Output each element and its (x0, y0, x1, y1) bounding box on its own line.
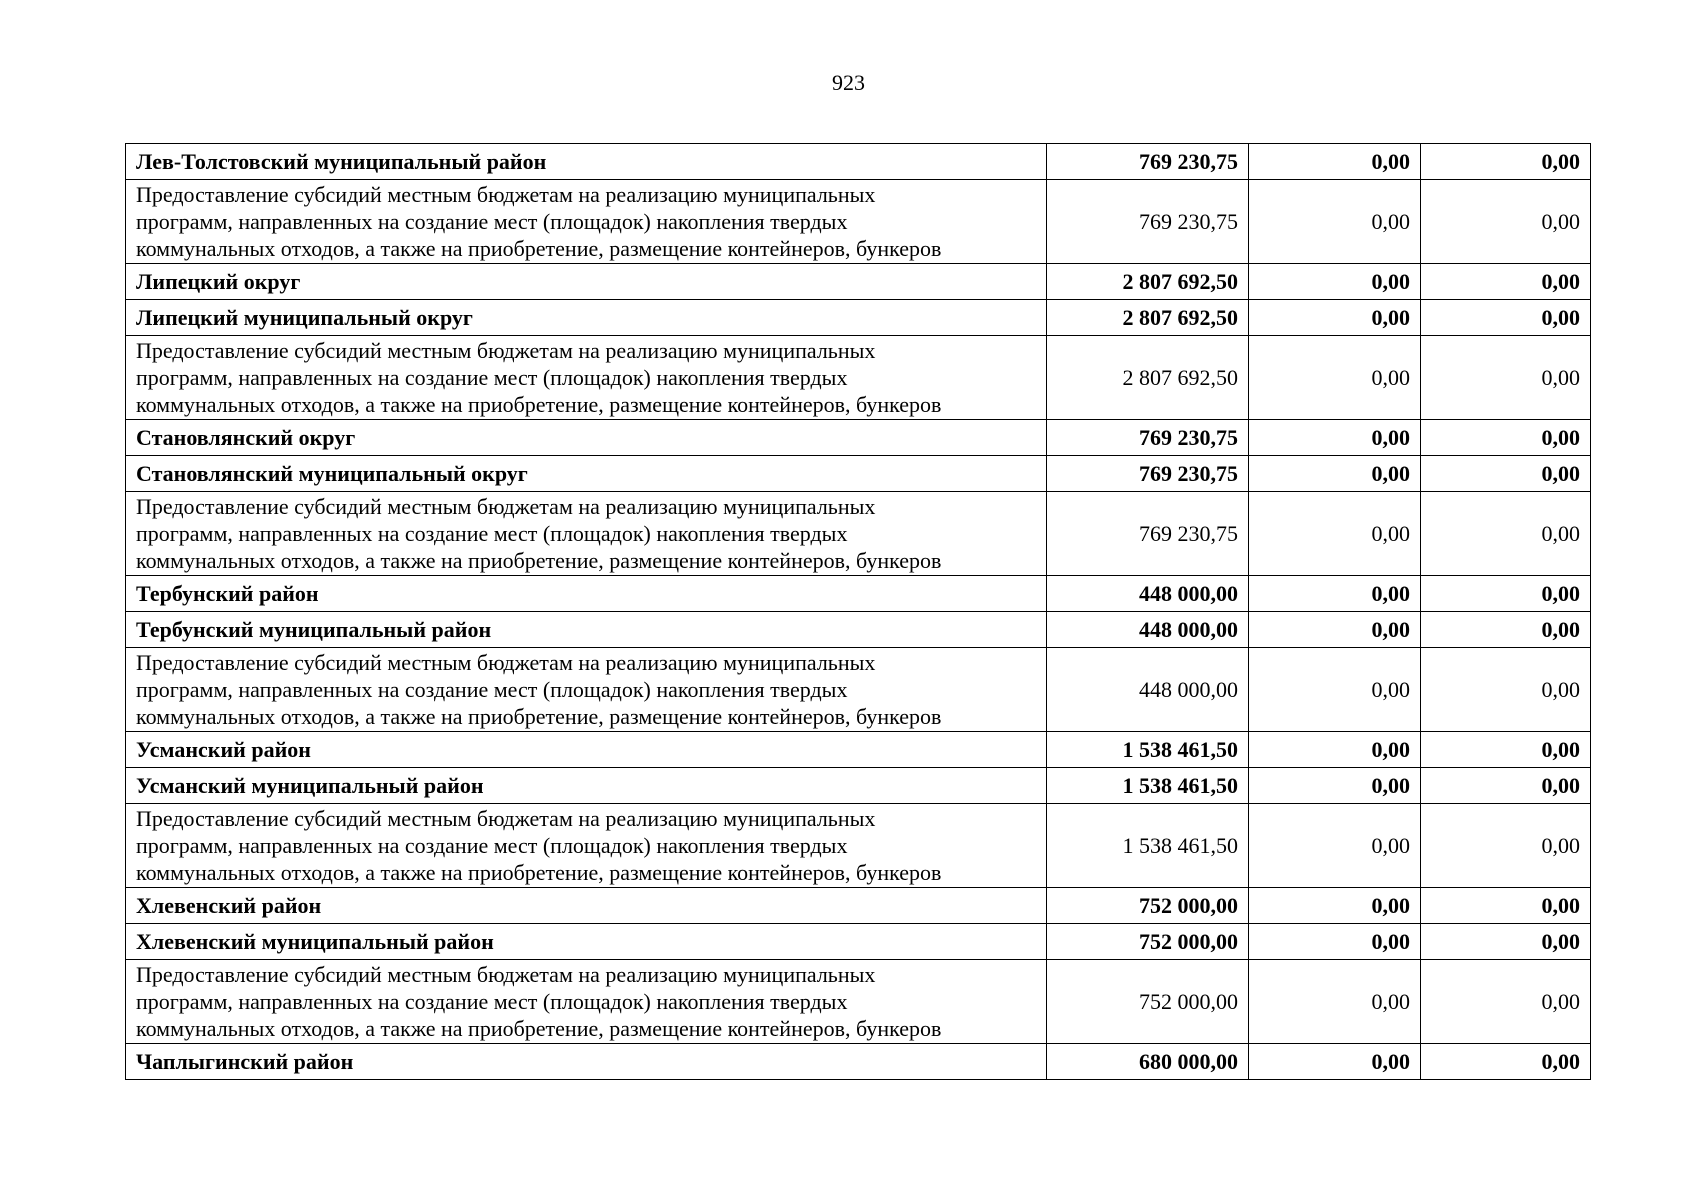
amount-cell-2: 0,00 (1249, 612, 1421, 648)
amount-cell-1: 752 000,00 (1047, 888, 1249, 924)
table-row-district (126, 420, 1591, 456)
amount-cell-3: 0,00 (1421, 888, 1591, 924)
amount-cell-2: 0,00 (1249, 492, 1421, 576)
amount-cell-1: 769 230,75 (1047, 180, 1249, 264)
description-line: программ, направленных на создание мест (площадок) накопления твердых (136, 677, 848, 702)
table-row-description (126, 336, 1591, 420)
amount-cell-2: 0,00 (1249, 576, 1421, 612)
description-line: Предоставление субсидий местным бюджетам на реализацию муниципальных (136, 650, 876, 675)
district-name-cell: Усманский район (126, 732, 1047, 768)
table-row-description (126, 180, 1591, 264)
amount-cell-1: 752 000,00 (1047, 924, 1249, 960)
amount-cell-2: 0,00 (1249, 960, 1421, 1044)
description-cell (126, 804, 1047, 888)
description-line: Предоставление субсидий местным бюджетам на реализацию муниципальных (136, 806, 876, 831)
amount-cell-1: 448 000,00 (1047, 576, 1249, 612)
amount-cell-3: 0,00 (1421, 804, 1591, 888)
district-name-cell: Становлянский муниципальный округ (126, 456, 1047, 492)
description-line: программ, направленных на создание мест (площадок) накопления твердых (136, 209, 848, 234)
district-name-cell: Хлевенский муниципальный район (126, 924, 1047, 960)
description-cell (126, 180, 1047, 264)
district-name-cell: Тербунский муниципальный район (126, 612, 1047, 648)
amount-cell-2: 0,00 (1249, 300, 1421, 336)
amount-cell-3: 0,00 (1421, 648, 1591, 732)
description-line: коммунальных отходов, а также на приобретение, размещение контейнеров, бункеров (136, 860, 942, 885)
amount-cell-1: 680 000,00 (1047, 1044, 1249, 1080)
table-row-district (126, 144, 1591, 180)
amount-cell-2: 0,00 (1249, 264, 1421, 300)
district-name-cell: Чаплыгинский район (126, 1044, 1047, 1080)
amount-cell-2: 0,00 (1249, 420, 1421, 456)
amount-cell-2: 0,00 (1249, 456, 1421, 492)
description-line: коммунальных отходов, а также на приобретение, размещение контейнеров, бункеров (136, 548, 942, 573)
description-line: программ, направленных на создание мест (площадок) накопления твердых (136, 833, 848, 858)
amount-cell-1: 2 807 692,50 (1047, 336, 1249, 420)
description-line: программ, направленных на создание мест (площадок) накопления твердых (136, 521, 848, 546)
description-cell (126, 336, 1047, 420)
amount-cell-2: 0,00 (1249, 336, 1421, 420)
description-line: коммунальных отходов, а также на приобретение, размещение контейнеров, бункеров (136, 236, 942, 261)
amount-cell-3: 0,00 (1421, 612, 1591, 648)
amount-cell-1: 1 538 461,50 (1047, 804, 1249, 888)
district-name-cell: Становлянский округ (126, 420, 1047, 456)
amount-cell-2: 0,00 (1249, 648, 1421, 732)
description-line: программ, направленных на создание мест (площадок) накопления твердых (136, 365, 848, 390)
amount-cell-1: 1 538 461,50 (1047, 768, 1249, 804)
table-row-district (126, 732, 1591, 768)
amount-cell-2: 0,00 (1249, 888, 1421, 924)
amount-cell-1: 448 000,00 (1047, 612, 1249, 648)
amount-cell-3: 0,00 (1421, 732, 1591, 768)
amount-cell-2: 0,00 (1249, 732, 1421, 768)
amount-cell-2: 0,00 (1249, 804, 1421, 888)
description-line: коммунальных отходов, а также на приобретение, размещение контейнеров, бункеров (136, 392, 942, 417)
amount-cell-3: 0,00 (1421, 576, 1591, 612)
table-row-district (126, 612, 1591, 648)
table-row-district (126, 924, 1591, 960)
table-row-description (126, 492, 1591, 576)
amount-cell-2: 0,00 (1249, 924, 1421, 960)
page-number: 923 (832, 70, 865, 95)
table-row-district (126, 768, 1591, 804)
amount-cell-1: 2 807 692,50 (1047, 264, 1249, 300)
amount-cell-1: 752 000,00 (1047, 960, 1249, 1044)
amount-cell-1: 769 230,75 (1047, 420, 1249, 456)
amount-cell-3: 0,00 (1421, 300, 1591, 336)
description-cell (126, 492, 1047, 576)
amount-cell-3: 0,00 (1421, 456, 1591, 492)
amount-cell-3: 0,00 (1421, 960, 1591, 1044)
district-name-cell: Лев-Толстовский муниципальный район (126, 144, 1047, 180)
district-name-cell: Усманский муниципальный район (126, 768, 1047, 804)
district-name-cell: Липецкий округ (126, 264, 1047, 300)
description-line: Предоставление субсидий местным бюджетам на реализацию муниципальных (136, 494, 876, 519)
table-row-district (126, 576, 1591, 612)
amount-cell-3: 0,00 (1421, 336, 1591, 420)
description-line: Предоставление субсидий местным бюджетам на реализацию муниципальных (136, 338, 876, 363)
description-cell (126, 648, 1047, 732)
amount-cell-3: 0,00 (1421, 264, 1591, 300)
table-row-district (126, 888, 1591, 924)
district-name-cell: Хлевенский район (126, 888, 1047, 924)
description-line: Предоставление субсидий местным бюджетам на реализацию муниципальных (136, 182, 876, 207)
description-line: программ, направленных на создание мест (площадок) накопления твердых (136, 989, 848, 1014)
amount-cell-1: 1 538 461,50 (1047, 732, 1249, 768)
table-row-description (126, 804, 1591, 888)
amount-cell-2: 0,00 (1249, 180, 1421, 264)
amount-cell-1: 2 807 692,50 (1047, 300, 1249, 336)
description-line: коммунальных отходов, а также на приобретение, размещение контейнеров, бункеров (136, 1016, 942, 1041)
table-row-district (126, 264, 1591, 300)
amount-cell-2: 0,00 (1249, 1044, 1421, 1080)
description-cell (126, 960, 1047, 1044)
budget-table (125, 143, 1591, 1080)
table-row-description (126, 648, 1591, 732)
amount-cell-1: 769 230,75 (1047, 144, 1249, 180)
table-row-district (126, 300, 1591, 336)
amount-cell-1: 448 000,00 (1047, 648, 1249, 732)
table-row-district (126, 456, 1591, 492)
table-row-district (126, 1044, 1591, 1080)
amount-cell-2: 0,00 (1249, 144, 1421, 180)
district-name-cell: Липецкий муниципальный округ (126, 300, 1047, 336)
table-row-description (126, 960, 1591, 1044)
amount-cell-2: 0,00 (1249, 768, 1421, 804)
amount-cell-3: 0,00 (1421, 1044, 1591, 1080)
amount-cell-1: 769 230,75 (1047, 456, 1249, 492)
amount-cell-3: 0,00 (1421, 144, 1591, 180)
description-line: Предоставление субсидий местным бюджетам на реализацию муниципальных (136, 962, 876, 987)
amount-cell-3: 0,00 (1421, 420, 1591, 456)
description-line: коммунальных отходов, а также на приобретение, размещение контейнеров, бункеров (136, 704, 942, 729)
amount-cell-3: 0,00 (1421, 180, 1591, 264)
amount-cell-1: 769 230,75 (1047, 492, 1249, 576)
amount-cell-3: 0,00 (1421, 492, 1591, 576)
amount-cell-3: 0,00 (1421, 924, 1591, 960)
district-name-cell: Тербунский район (126, 576, 1047, 612)
budget-table-body (126, 144, 1591, 1080)
amount-cell-3: 0,00 (1421, 768, 1591, 804)
